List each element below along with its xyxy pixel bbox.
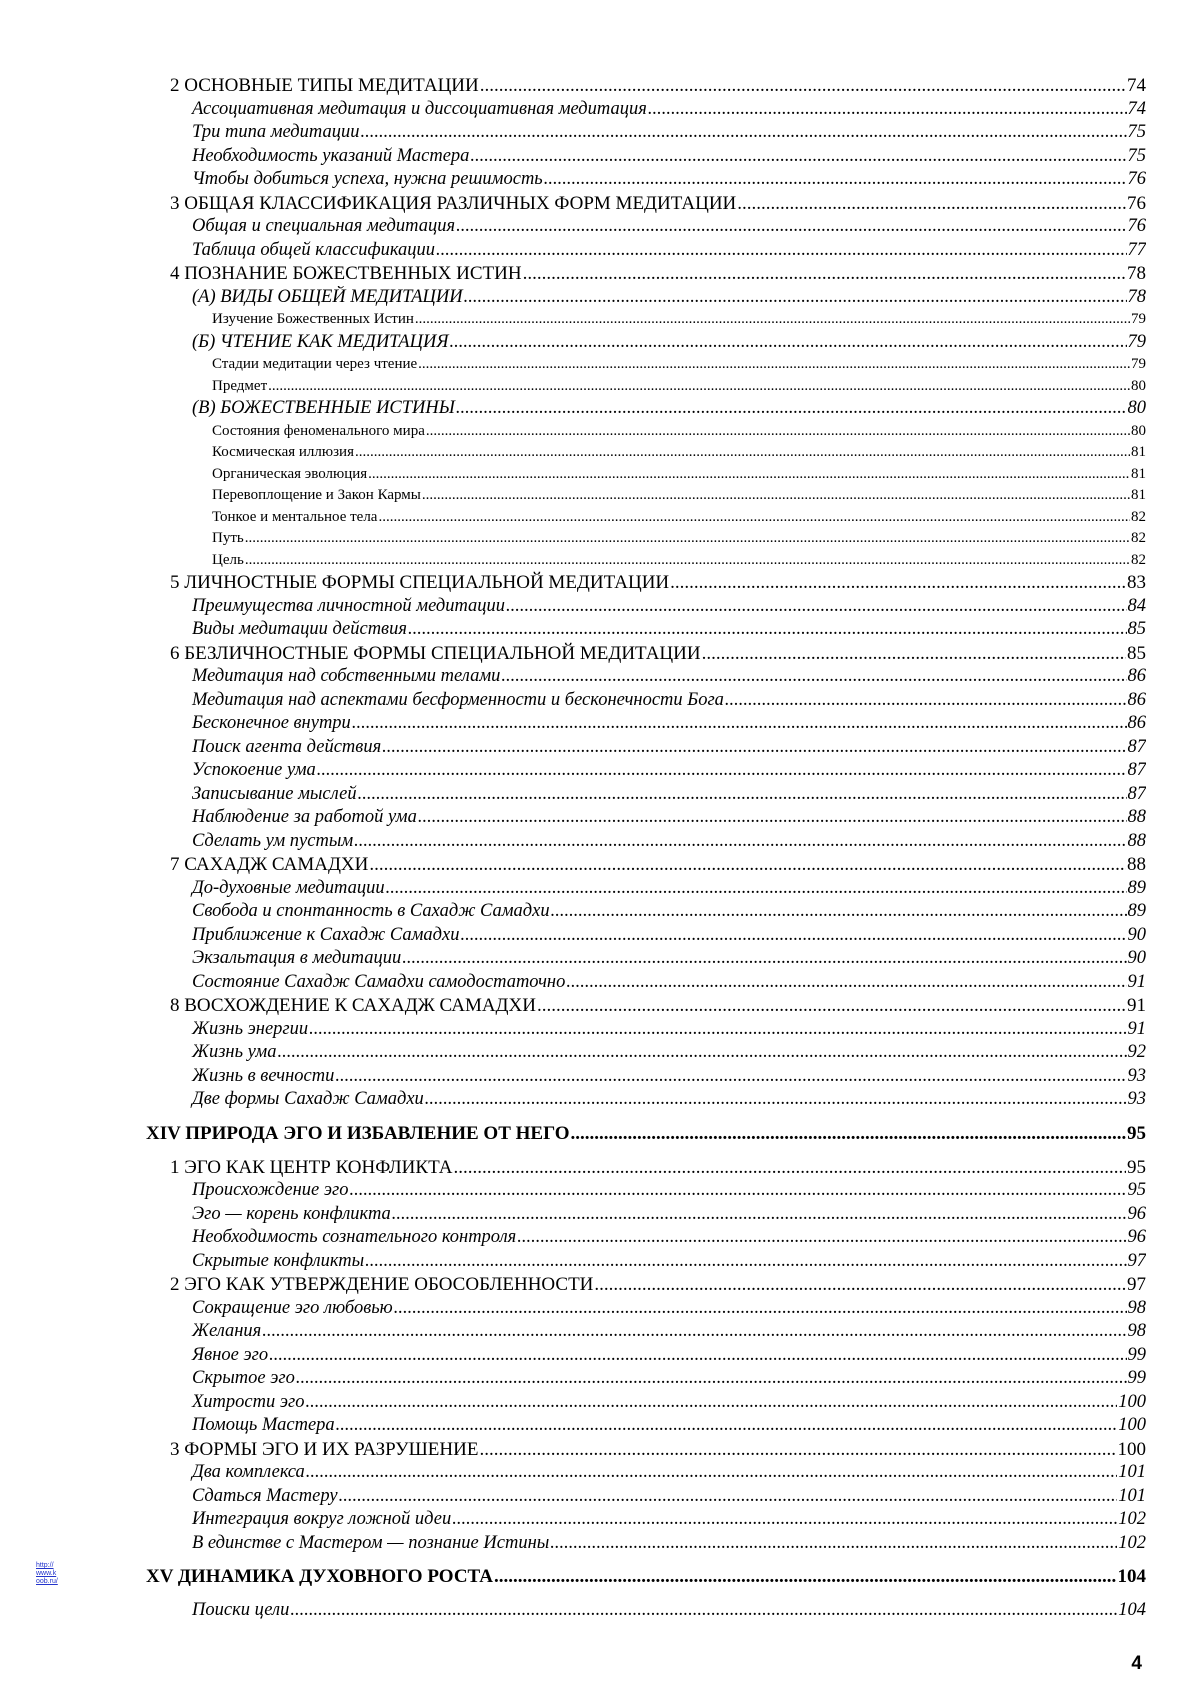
toc-leader-dots (352, 712, 1127, 736)
toc-entry[interactable] (146, 421, 1146, 443)
toc-entry[interactable] (146, 1203, 1146, 1227)
toc-leader-dots (335, 1065, 1126, 1089)
toc-leader-dots (382, 736, 1126, 760)
side-link[interactable]: http://www.koob.ru/ (36, 1562, 58, 1585)
toc-leader-dots (402, 947, 1126, 971)
toc-entry-page: 88 (1127, 807, 1146, 827)
toc-leader-dots (506, 595, 1126, 619)
toc-entry[interactable] (146, 806, 1146, 830)
toc-entry[interactable] (146, 877, 1146, 901)
toc-entry-title: Поиски цели (192, 1600, 290, 1620)
toc-entry-page: 104 (1117, 1566, 1146, 1587)
toc-entry[interactable] (146, 1508, 1146, 1532)
toc-leader-dots (537, 994, 1126, 1018)
toc-entry-page: 85 (1127, 619, 1146, 639)
toc-entry-title: 2 ОСНОВНЫЕ ТИПЫ МЕДИТАЦИИ (170, 75, 479, 96)
toc-leader-dots (449, 331, 1126, 355)
toc-entry-title: 4 ПОЗНАНИЕ БОЖЕСТВЕННЫХ ИСТИН (170, 263, 522, 284)
toc-leader-dots (339, 1485, 1118, 1509)
toc-leader-dots (566, 971, 1126, 995)
toc-entry[interactable] (146, 1041, 1146, 1065)
toc-leader-dots (408, 618, 1127, 642)
toc-entry-page: 95 (1127, 1156, 1146, 1178)
toc-leader-dots (268, 376, 1130, 398)
toc-entry[interactable] (146, 1414, 1146, 1438)
toc-leader-dots (456, 397, 1127, 421)
toc-entry-page: 87 (1127, 783, 1146, 804)
toc-entry-page: 80 (1127, 398, 1146, 418)
toc-entry-page: 81 (1131, 465, 1146, 482)
toc-entry-title: Ассоциативная медитация и диссоциативная медитация (192, 98, 647, 119)
toc-entry[interactable] (146, 550, 1146, 572)
toc-entry[interactable] (146, 994, 1146, 1018)
toc-entry-title: Интеграция вокруг ложной идеи (192, 1509, 452, 1529)
toc-leader-dots (355, 442, 1130, 464)
toc-entry-page: 104 (1118, 1600, 1146, 1620)
toc-leader-dots (470, 145, 1126, 169)
toc-entry-page: 96 (1127, 1227, 1146, 1247)
toc-entry-page: 88 (1127, 854, 1146, 875)
toc-leader-dots (494, 1565, 1117, 1589)
toc-entry-page: 82 (1131, 530, 1146, 546)
toc-entry-page: 91 (1127, 971, 1146, 992)
toc-leader-dots (350, 1179, 1127, 1203)
toc-entry-title: (В) БОЖЕСТВЕННЫЕ ИСТИНЫ (192, 398, 455, 418)
toc-entry-title: До-духовные медитации (192, 877, 385, 898)
toc-entry-title: Состояние Сахадж Самадхи самодостаточно (192, 971, 566, 992)
toc-entry-title: Происхождение эго (192, 1180, 349, 1200)
toc-entry-page: 93 (1127, 1065, 1146, 1086)
toc-entry[interactable] (146, 1532, 1146, 1556)
toc-entry[interactable] (146, 442, 1146, 464)
toc-entry-page: 79 (1131, 356, 1146, 372)
toc-entry[interactable] (146, 1156, 1146, 1180)
toc-entry[interactable] (146, 464, 1146, 486)
toc-entry-title: В единстве с Мастером — познание Истины (192, 1532, 550, 1553)
toc-entry[interactable] (146, 376, 1146, 398)
toc-leader-dots (648, 98, 1127, 122)
toc-leader-dots (702, 642, 1126, 666)
toc-leader-dots (418, 806, 1127, 830)
toc-entry[interactable] (146, 262, 1146, 286)
toc-entry-title: Сделать ум пустым (192, 830, 354, 851)
toc-entry-title: Путь (212, 530, 244, 546)
toc-entry-page: 78 (1127, 286, 1146, 307)
toc-entry-page: 95 (1127, 1180, 1146, 1200)
toc-entry[interactable] (146, 759, 1146, 783)
toc-entry-title: 3 ОБЩАЯ КЛАССИФИКАЦИЯ РАЗЛИЧНЫХ ФОРМ МЕДИТАЦИИ (170, 192, 737, 214)
toc-entry[interactable] (146, 145, 1146, 169)
toc-leader-dots (394, 1297, 1127, 1321)
toc-entry-title: Изучение Божественных Истин (212, 311, 414, 327)
toc-entry-page: 90 (1127, 948, 1146, 968)
toc-entry-title: Цель (212, 551, 244, 568)
toc-leader-dots (464, 286, 1127, 310)
toc-entry-title: Скрытые конфликты (192, 1250, 365, 1271)
toc-entry[interactable] (146, 1018, 1146, 1042)
toc-leader-dots (479, 1438, 1116, 1462)
toc-entry[interactable] (146, 331, 1146, 355)
toc-entry-title: Два комплекса (192, 1462, 305, 1482)
toc-leader-dots (456, 215, 1126, 239)
toc-leader-dots (523, 262, 1126, 286)
toc-entry-page: 74 (1127, 98, 1146, 119)
toc-leader-dots (460, 924, 1126, 948)
toc-leader-dots (386, 877, 1127, 901)
toc-entry[interactable] (146, 1273, 1146, 1297)
toc-entry-title: Эго — корень конфликта (192, 1203, 391, 1224)
toc-entry[interactable] (146, 1565, 1146, 1589)
toc-leader-dots (360, 121, 1126, 145)
toc-entry-page: 78 (1127, 263, 1146, 284)
toc-entry-page: 86 (1127, 689, 1146, 710)
toc-entry[interactable] (146, 168, 1146, 192)
toc-leader-dots (358, 783, 1127, 807)
toc-leader-dots (425, 1088, 1127, 1112)
toc-entry-page: 88 (1127, 830, 1146, 851)
toc-entry-page: 100 (1117, 1438, 1146, 1460)
toc-entry-title: 6 БЕЗЛИЧНОСТНЫЕ ФОРМЫ СПЕЦИАЛЬНОЙ МЕДИТАЦИИ (170, 642, 701, 664)
toc-entry-title: Органическая эволюция (212, 465, 368, 482)
toc-entry-page: 97 (1127, 1250, 1146, 1271)
toc-entry-title: Явное эго (192, 1344, 269, 1365)
toc-entry[interactable] (146, 642, 1146, 666)
toc-entry-title: Жизнь в вечности (192, 1065, 335, 1086)
toc-leader-dots (426, 421, 1130, 443)
toc-entry[interactable] (146, 853, 1146, 877)
toc-entry-page: 76 (1127, 192, 1146, 214)
toc-entry-page: 101 (1118, 1485, 1146, 1506)
toc-entry-title: Сокращение эго любовью (192, 1297, 393, 1318)
toc-leader-dots (422, 485, 1130, 507)
toc-entry-title: Необходимость указаний Мастера (192, 145, 470, 166)
toc-entry-page: 98 (1127, 1321, 1146, 1341)
toc-entry-title: Бесконечное внутри (192, 713, 351, 733)
toc-entry[interactable] (146, 689, 1146, 713)
toc-entry-page: 99 (1127, 1368, 1146, 1388)
toc-entry[interactable] (146, 783, 1146, 807)
toc-entry[interactable] (146, 924, 1146, 948)
toc-entry-page: 82 (1131, 551, 1146, 568)
toc-entry-page: 76 (1127, 216, 1146, 236)
toc-entry-page: 82 (1131, 508, 1146, 525)
toc-leader-dots (594, 1273, 1126, 1297)
toc-entry-page: 76 (1127, 169, 1146, 189)
toc-entry-page: 89 (1127, 877, 1146, 898)
toc-leader-dots (262, 1320, 1126, 1344)
toc-entry[interactable] (146, 1367, 1146, 1391)
toc-leader-dots (436, 239, 1126, 263)
toc-entry-title: Общая и специальная медитация (192, 216, 456, 236)
toc-leader-dots (550, 1532, 1117, 1556)
toc-entry-page: 84 (1127, 595, 1146, 616)
toc-entry-title: Преимущества личностной медитации (192, 595, 506, 616)
toc-leader-dots (296, 1367, 1127, 1391)
toc-entry[interactable] (146, 1461, 1146, 1485)
toc-entry-title: Две формы Сахадж Самадхи (192, 1089, 424, 1109)
toc-entry[interactable] (146, 215, 1146, 239)
toc-entry[interactable] (146, 239, 1146, 263)
toc-entry-title: 8 ВОСХОЖДЕНИЕ К САХАДЖ САМАДХИ (170, 995, 536, 1016)
toc-entry[interactable] (146, 1599, 1146, 1623)
toc-entry-title: Желания (192, 1321, 262, 1341)
toc-entry-page: 85 (1127, 642, 1146, 664)
toc-entry-title: Таблица общей классификации (192, 239, 436, 260)
toc-entry-page: 79 (1131, 311, 1146, 327)
toc-entry-page: 102 (1118, 1509, 1146, 1529)
toc-entry[interactable] (146, 309, 1146, 331)
toc-leader-dots (277, 1041, 1126, 1065)
toc-entry-title: Хитрости эго (192, 1391, 305, 1412)
toc-entry-page: 90 (1127, 924, 1146, 945)
toc-entry-title: Скрытое эго (192, 1368, 295, 1388)
toc-entry-page: 102 (1118, 1532, 1146, 1553)
toc-entry[interactable] (146, 595, 1146, 619)
toc-entry[interactable] (146, 1344, 1146, 1368)
toc-entry-title: Приближение к Сахадж Самадхи (192, 924, 460, 945)
toc-entry[interactable] (146, 1391, 1146, 1415)
table-of-contents (146, 74, 1146, 1623)
toc-entry[interactable] (146, 397, 1146, 421)
toc-entry[interactable] (146, 354, 1146, 376)
toc-entry-title: 5 ЛИЧНОСТНЫЕ ФОРМЫ СПЕЦИАЛЬНОЙ МЕДИТАЦИИ (170, 572, 670, 593)
toc-leader-dots (354, 830, 1126, 854)
toc-entry[interactable] (146, 121, 1146, 145)
toc-leader-dots (245, 550, 1130, 572)
toc-entry-title: Чтобы добиться успеха, нужна решимость (192, 169, 543, 189)
toc-entry-page: 86 (1127, 666, 1146, 686)
toc-entry-title: Поиск агента действия (192, 736, 382, 757)
toc-entry-title: Виды медитации действия (192, 619, 407, 639)
toc-entry-page: 80 (1131, 377, 1146, 394)
toc-leader-dots (269, 1344, 1126, 1368)
toc-entry[interactable] (146, 900, 1146, 924)
toc-entry[interactable] (146, 1088, 1146, 1112)
toc-entry[interactable] (146, 74, 1146, 98)
toc-leader-dots (570, 1122, 1126, 1146)
toc-entry-page: 99 (1127, 1344, 1146, 1365)
toc-leader-dots (725, 689, 1127, 713)
toc-entry[interactable] (146, 830, 1146, 854)
toc-entry-title: XV ДИНАМИКА ДУХОВНОГО РОСТА (146, 1566, 493, 1587)
toc-entry-title: 1 ЭГО КАК ЦЕНТР КОНФЛИКТА (170, 1156, 453, 1178)
toc-entry-page: 81 (1131, 487, 1146, 503)
toc-entry[interactable] (146, 947, 1146, 971)
toc-entry-title: Перевоплощение и Закон Кармы (212, 487, 421, 503)
toc-entry-page: 101 (1118, 1462, 1146, 1482)
toc-entry[interactable] (146, 736, 1146, 760)
toc-leader-dots (309, 1018, 1126, 1042)
toc-entry-page: 95 (1127, 1122, 1146, 1144)
toc-entry-page: 97 (1127, 1274, 1146, 1295)
toc-leader-dots (336, 1414, 1118, 1438)
toc-entry[interactable] (146, 1438, 1146, 1462)
toc-entry-page: 81 (1131, 444, 1146, 460)
toc-entry[interactable] (146, 507, 1146, 529)
toc-entry-title: Жизнь энергии (192, 1018, 309, 1039)
toc-entry-page: 98 (1127, 1297, 1146, 1318)
toc-entry[interactable] (146, 571, 1146, 595)
toc-entry-page: 75 (1127, 145, 1146, 166)
toc-entry[interactable] (146, 1250, 1146, 1274)
toc-leader-dots (517, 1226, 1126, 1250)
toc-entry-page: 80 (1131, 422, 1146, 439)
toc-leader-dots (369, 853, 1126, 877)
toc-leader-dots (306, 1461, 1117, 1485)
toc-entry[interactable] (146, 528, 1146, 550)
toc-entry[interactable] (146, 665, 1146, 689)
toc-entry-title: Три типа медитации (192, 122, 360, 142)
toc-entry[interactable] (146, 1485, 1146, 1509)
toc-entry-title: Экзальтация в медитации (192, 948, 402, 968)
toc-entry[interactable] (146, 1179, 1146, 1203)
toc-entry-title: Успокоение ума (192, 760, 316, 780)
toc-leader-dots (365, 1250, 1126, 1274)
toc-entry-title: Помощь Мастера (192, 1415, 335, 1435)
toc-entry[interactable] (146, 1122, 1146, 1146)
toc-leader-dots (245, 528, 1130, 550)
toc-entry-page: 100 (1118, 1415, 1146, 1435)
toc-entry-page: 91 (1127, 1018, 1146, 1039)
toc-entry-title: 3 ФОРМЫ ЭГО И ИХ РАЗРУШЕНИЕ (170, 1438, 479, 1460)
toc-entry-page: 89 (1127, 901, 1146, 921)
toc-entry[interactable] (146, 712, 1146, 736)
toc-entry-page: 91 (1127, 995, 1146, 1016)
toc-entry-title: Наблюдение за работой ума (192, 807, 417, 827)
toc-entry-title: (Б) ЧТЕНИЕ КАК МЕДИТАЦИЯ (192, 331, 449, 352)
toc-leader-dots (670, 571, 1126, 595)
toc-entry-title: Космическая иллюзия (212, 444, 354, 460)
toc-leader-dots (392, 1203, 1127, 1227)
toc-entry[interactable] (146, 192, 1146, 216)
page-number: 4 (1131, 1653, 1142, 1674)
toc-leader-dots (317, 759, 1127, 783)
toc-entry-title: Стадии медитации через чтение (212, 356, 418, 372)
toc-leader-dots (290, 1599, 1117, 1623)
toc-leader-dots (368, 464, 1130, 486)
toc-entry[interactable] (146, 485, 1146, 507)
toc-entry-title: (А) ВИДЫ ОБЩЕЙ МЕДИТАЦИИ (192, 286, 463, 307)
toc-entry-title: Предмет (212, 377, 268, 394)
toc-entry[interactable] (146, 971, 1146, 995)
toc-leader-dots (305, 1391, 1117, 1415)
toc-leader-dots (501, 665, 1126, 689)
toc-entry-page: 100 (1118, 1391, 1146, 1412)
toc-entry[interactable] (146, 98, 1146, 122)
toc-entry-page: 86 (1127, 713, 1146, 733)
toc-leader-dots (480, 74, 1126, 98)
toc-leader-dots (544, 168, 1127, 192)
toc-entry-page: 96 (1127, 1203, 1146, 1224)
toc-entry-title: 7 САХАДЖ САМАДХИ (170, 854, 369, 875)
toc-entry-title: 2 ЭГО КАК УТВЕРЖДЕНИЕ ОБОСОБЛЕННОСТИ (170, 1274, 594, 1295)
toc-entry-page: 79 (1127, 331, 1146, 352)
toc-entry-page: 74 (1127, 75, 1146, 96)
toc-entry[interactable] (146, 1297, 1146, 1321)
toc-leader-dots (737, 192, 1126, 216)
toc-leader-dots (453, 1156, 1126, 1180)
toc-entry-title: Свобода и спонтанность в Сахадж Самадхи (192, 901, 550, 921)
toc-entry[interactable] (146, 1226, 1146, 1250)
toc-entry-title: XIV ПРИРОДА ЭГО И ИЗБАВЛЕНИЕ ОТ НЕГО (146, 1122, 570, 1144)
toc-entry[interactable] (146, 618, 1146, 642)
toc-entry-page: 93 (1127, 1089, 1146, 1109)
toc-entry-title: Записывание мыслей (192, 783, 357, 804)
toc-leader-dots (415, 309, 1130, 331)
toc-entry-page: 75 (1127, 122, 1146, 142)
toc-entry-title: Состояния феноменального мира (212, 422, 425, 439)
toc-entry-title: Необходимость сознательного контроля (192, 1227, 517, 1247)
toc-entry-title: Тонкое и ментальное тела (212, 508, 378, 525)
toc-leader-dots (378, 507, 1130, 529)
toc-entry-page: 87 (1127, 736, 1146, 757)
toc-entry[interactable] (146, 1320, 1146, 1344)
toc-leader-dots (452, 1508, 1117, 1532)
toc-entry-page: 92 (1127, 1042, 1146, 1062)
toc-entry-page: 77 (1127, 239, 1146, 260)
toc-entry[interactable] (146, 286, 1146, 310)
toc-entry-title: Медитация над аспектами бесформенности и бесконечности Бога (192, 689, 724, 710)
toc-entry-title: Сдаться Мастеру (192, 1485, 338, 1506)
toc-leader-dots (551, 900, 1127, 924)
toc-entry-page: 87 (1127, 760, 1146, 780)
toc-entry-title: Медитация над собственными телами (192, 666, 501, 686)
toc-entry-page: 83 (1127, 572, 1146, 593)
toc-entry[interactable] (146, 1065, 1146, 1089)
toc-leader-dots (418, 354, 1130, 376)
toc-entry-title: Жизнь ума (192, 1042, 277, 1062)
